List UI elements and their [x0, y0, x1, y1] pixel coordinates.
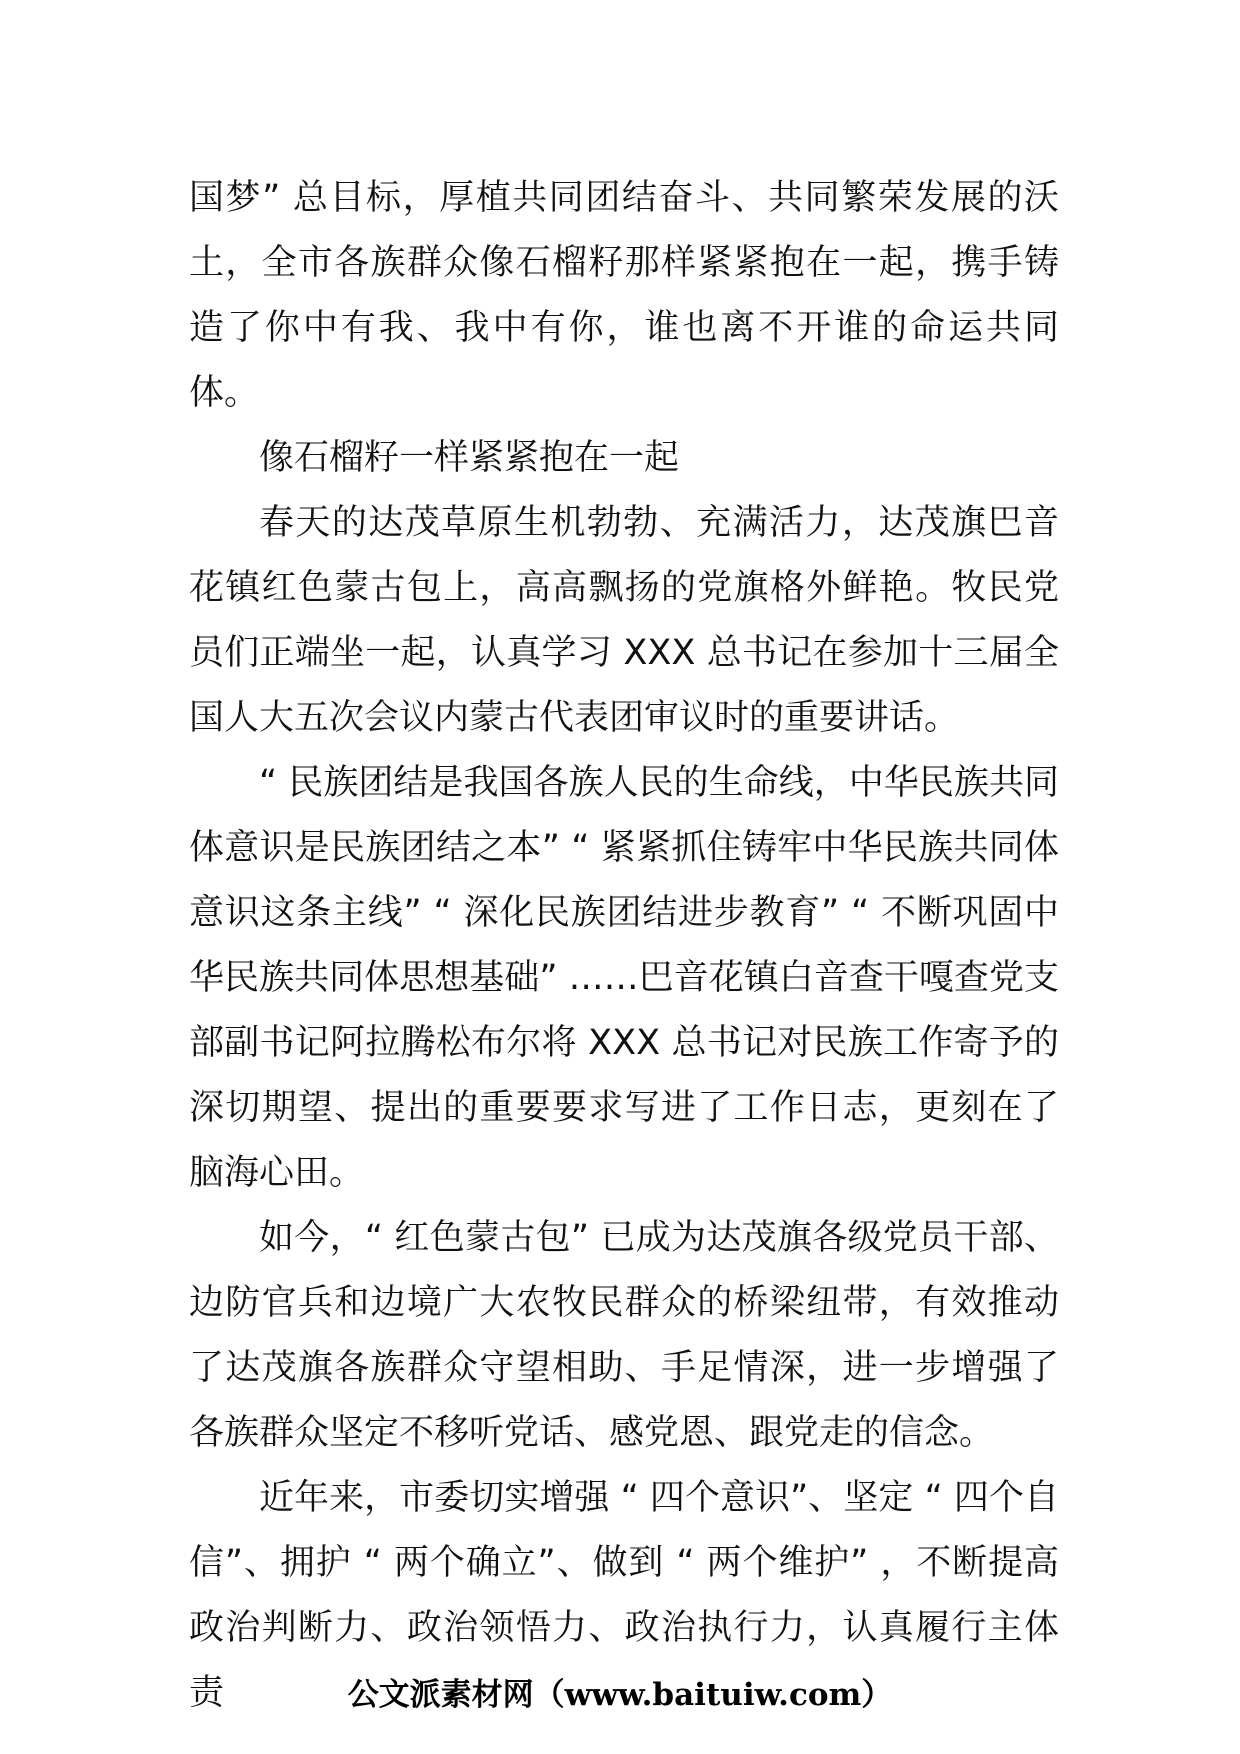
paragraph: 近年来，市委切实增强 “ 四个意识”、坚定 “ 四个自信”、拥护 “ 两个确立”、做到 “ 两个维护” ，不断提高政治判断力、政治领悟力、政治执行力，认真履行主体责: [189, 1478, 1059, 1713]
paragraph-continuation: 国梦” 总目标，厚植共同团结奋斗、共同繁荣发展的沃土，全市各族群众像石榴籽那样紧紧抱在一起，携手铸造了你中有我、我中有你，谁也离不开谁的命运共同体。: [189, 178, 1059, 413]
section-heading: 像石榴籽一样紧紧抱在一起: [259, 438, 680, 478]
document-body: [189, 166, 1059, 1726]
page-footer: 公文派素材网（www.baituiw.com）: [347, 1677, 893, 1713]
paragraph: “ 民族团结是我国各族人民的生命线，中华民族共同体意识是民族团结之本” “ 紧紧抓住铸牢中华民族共同体意识这条主线” “ 深化民族团结进步教育” “ 不断巩固中华民族共同体思想基础” ……巴音花镇白音查干嘎查党支部副书记阿拉腾松布尔将 XXX 总书记对民族工作寄予的深切期望、提出的重要要求写进了工作日志，更刻在了脑海心田。: [189, 763, 1059, 1193]
paragraph: 春天的达茂草原生机勃勃、充满活力，达茂旗巴音花镇红色蒙古包上，高高飘扬的党旗格外鲜艳。牧民党员们正端坐一起，认真学习 XXX 总书记在参加十三届全国人大五次会议内蒙古代表团审议时的重要讲话。: [189, 503, 1059, 738]
paragraph: 如今，“ 红色蒙古包” 已成为达茂旗各级党员干部、边防官兵和边境广大农牧民群众的桥梁纽带，有效推动了达茂旗各族群众守望相助、手足情深，进一步增强了各族群众坚定不移听党话、感党恩、跟党走的信念。: [189, 1218, 1059, 1453]
